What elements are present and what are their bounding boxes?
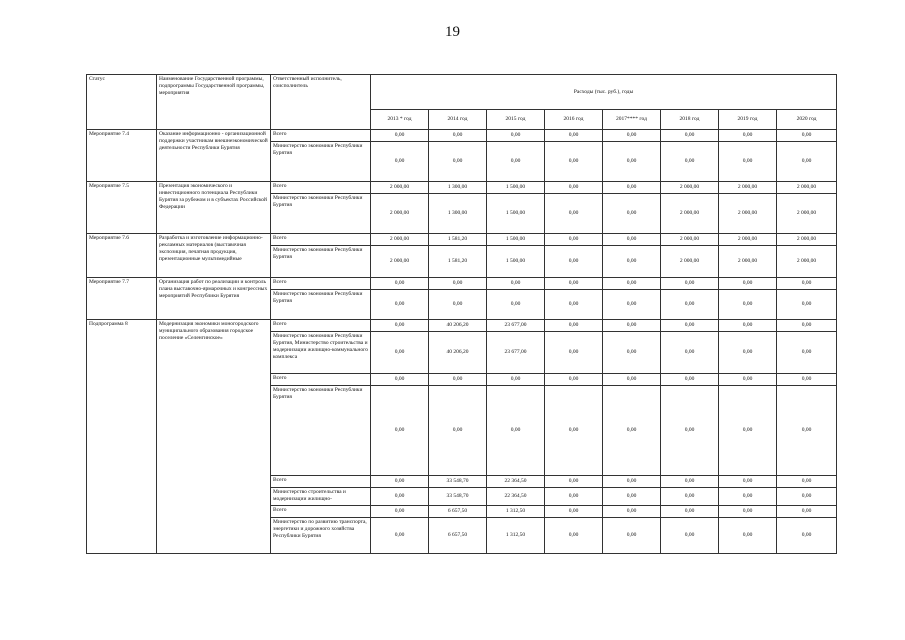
executor-cell: Всего bbox=[271, 374, 371, 386]
value-cell: 2 000,00 bbox=[777, 194, 837, 234]
value-cell: 0,00 bbox=[661, 518, 719, 554]
value-cell: 0,00 bbox=[429, 278, 487, 290]
value-cell: 0,00 bbox=[603, 246, 661, 278]
value-cell: 0,00 bbox=[719, 278, 777, 290]
value-cell: 0,00 bbox=[429, 374, 487, 386]
table-body bbox=[87, 75, 837, 554]
name-cell: Оказание информационно - организационной поддержки участникам внешнеэкономической деятельности Республики Бурятия bbox=[157, 130, 271, 182]
value-cell: 0,00 bbox=[603, 332, 661, 374]
value-cell: 0,00 bbox=[603, 386, 661, 476]
value-cell: 2 000,00 bbox=[661, 182, 719, 194]
value-cell: 2 000,00 bbox=[661, 234, 719, 246]
value-cell: 0,00 bbox=[545, 246, 603, 278]
value-cell: 0,00 bbox=[777, 476, 837, 488]
year-header: 2016 год bbox=[545, 110, 603, 130]
value-cell: 1 500,00 bbox=[487, 234, 545, 246]
value-cell: 1 500,00 bbox=[487, 194, 545, 234]
value-cell: 0,00 bbox=[661, 506, 719, 518]
value-cell: 22 364,50 bbox=[487, 476, 545, 488]
name-cell: Организация работ по реализации и контроль плана выставочно-ярмарочных и конгрессных мероприятий Республики Бурятия bbox=[157, 278, 271, 320]
value-cell: 33 548,70 bbox=[429, 476, 487, 488]
value-cell: 0,00 bbox=[371, 332, 429, 374]
value-cell: 2 000,00 bbox=[371, 234, 429, 246]
value-cell: 23 677,00 bbox=[487, 332, 545, 374]
value-cell: 0,00 bbox=[719, 290, 777, 320]
value-cell: 0,00 bbox=[487, 130, 545, 142]
year-header: 2017**** год bbox=[603, 110, 661, 130]
value-cell: 0,00 bbox=[545, 506, 603, 518]
value-cell: 0,00 bbox=[719, 130, 777, 142]
value-cell: 0,00 bbox=[661, 290, 719, 320]
value-cell: 6 657,50 bbox=[429, 518, 487, 554]
value-cell: 1 312,50 bbox=[487, 518, 545, 554]
value-cell: 0,00 bbox=[545, 320, 603, 332]
value-cell: 0,00 bbox=[545, 194, 603, 234]
year-header: 2019 год bbox=[719, 110, 777, 130]
value-cell: 0,00 bbox=[661, 130, 719, 142]
value-cell: 0,00 bbox=[545, 386, 603, 476]
value-cell: 1 500,00 bbox=[487, 246, 545, 278]
value-cell: 0,00 bbox=[661, 488, 719, 506]
value-cell: 0,00 bbox=[661, 320, 719, 332]
value-cell: 0,00 bbox=[603, 476, 661, 488]
value-cell: 0,00 bbox=[603, 182, 661, 194]
value-cell: 2 000,00 bbox=[777, 182, 837, 194]
value-cell: 0,00 bbox=[719, 488, 777, 506]
value-cell: 0,00 bbox=[603, 518, 661, 554]
executor-cell: Всего bbox=[271, 234, 371, 246]
executor-cell: Министерство строительства и модернизации жилищно- bbox=[271, 488, 371, 506]
value-cell: 0,00 bbox=[545, 278, 603, 290]
executor-cell: Всего bbox=[271, 506, 371, 518]
value-cell: 0,00 bbox=[661, 332, 719, 374]
value-cell: 0,00 bbox=[661, 386, 719, 476]
year-header: 2013 * год bbox=[371, 110, 429, 130]
table-row bbox=[87, 234, 837, 246]
value-cell: 22 364,50 bbox=[487, 488, 545, 506]
value-cell: 0,00 bbox=[429, 142, 487, 182]
value-cell: 2 000,00 bbox=[719, 194, 777, 234]
value-cell: 40 206,20 bbox=[429, 332, 487, 374]
value-cell: 0,00 bbox=[371, 320, 429, 332]
value-cell: 0,00 bbox=[545, 290, 603, 320]
value-cell: 0,00 bbox=[545, 142, 603, 182]
value-cell: 0,00 bbox=[545, 182, 603, 194]
status-cell: Мероприятие 7.7 bbox=[87, 278, 157, 320]
value-cell: 1 581,20 bbox=[429, 234, 487, 246]
name-cell: Презентация экономического и инвестиционного потенциала Республики Бурятия за рубежом и в субъектах Российской Федерации bbox=[157, 182, 271, 234]
status-cell: Подпрограмма 8 bbox=[87, 320, 157, 554]
value-cell: 0,00 bbox=[371, 290, 429, 320]
year-header: 2014 год bbox=[429, 110, 487, 130]
status-cell: Мероприятие 7.6 bbox=[87, 234, 157, 278]
value-cell: 0,00 bbox=[487, 290, 545, 320]
executor-cell: Министерство экономики Республики Бурятия bbox=[271, 142, 371, 182]
executor-cell: Всего bbox=[271, 476, 371, 488]
table-row bbox=[87, 320, 837, 332]
value-cell: 0,00 bbox=[661, 374, 719, 386]
table-row bbox=[87, 278, 837, 290]
value-cell: 0,00 bbox=[371, 142, 429, 182]
value-cell: 0,00 bbox=[777, 278, 837, 290]
executor-cell: Всего bbox=[271, 278, 371, 290]
status-cell: Мероприятие 7.5 bbox=[87, 182, 157, 234]
header-executor: Ответственный исполнитель, соисполнитель bbox=[271, 75, 371, 130]
value-cell: 0,00 bbox=[719, 386, 777, 476]
value-cell: 2 000,00 bbox=[719, 246, 777, 278]
value-cell: 2 000,00 bbox=[661, 194, 719, 234]
value-cell: 6 657,50 bbox=[429, 506, 487, 518]
value-cell: 0,00 bbox=[719, 142, 777, 182]
value-cell: 0,00 bbox=[603, 130, 661, 142]
executor-cell: Министерство экономики Республики Бурятия bbox=[271, 246, 371, 278]
executor-cell: Министерство экономики Республики Бурятия bbox=[271, 194, 371, 234]
value-cell: 0,00 bbox=[603, 506, 661, 518]
table-row bbox=[87, 130, 837, 142]
value-cell: 0,00 bbox=[719, 374, 777, 386]
value-cell: 2 000,00 bbox=[371, 246, 429, 278]
value-cell: 0,00 bbox=[661, 142, 719, 182]
name-cell: Разработка и изготовление информационно-рекламных материалов (выставочная экспозиция, печатная продукция, презентационные мультимедийные bbox=[157, 234, 271, 278]
executor-cell: Министерство по развитию транспорта, энергетики и дорожного хозяйства Республики Бурятия bbox=[271, 518, 371, 554]
value-cell: 0,00 bbox=[487, 278, 545, 290]
value-cell: 0,00 bbox=[545, 234, 603, 246]
header-row bbox=[87, 75, 837, 110]
value-cell: 1 300,00 bbox=[429, 194, 487, 234]
value-cell: 1 312,50 bbox=[487, 506, 545, 518]
value-cell: 0,00 bbox=[371, 374, 429, 386]
value-cell: 0,00 bbox=[545, 130, 603, 142]
value-cell: 0,00 bbox=[603, 278, 661, 290]
value-cell: 0,00 bbox=[371, 130, 429, 142]
value-cell: 2 000,00 bbox=[371, 194, 429, 234]
value-cell: 0,00 bbox=[603, 142, 661, 182]
value-cell: 0,00 bbox=[719, 506, 777, 518]
value-cell: 0,00 bbox=[545, 518, 603, 554]
value-cell: 0,00 bbox=[371, 506, 429, 518]
value-cell: 0,00 bbox=[661, 278, 719, 290]
value-cell: 2 000,00 bbox=[371, 182, 429, 194]
value-cell: 0,00 bbox=[777, 518, 837, 554]
value-cell: 0,00 bbox=[603, 488, 661, 506]
executor-cell: Министерство экономики Республики Бурятия bbox=[271, 386, 371, 476]
value-cell: 0,00 bbox=[371, 518, 429, 554]
value-cell: 0,00 bbox=[429, 290, 487, 320]
value-cell: 0,00 bbox=[777, 506, 837, 518]
value-cell: 1 500,00 bbox=[487, 182, 545, 194]
header-status: Статус bbox=[87, 75, 157, 130]
value-cell: 0,00 bbox=[719, 518, 777, 554]
value-cell: 0,00 bbox=[603, 374, 661, 386]
year-header: 2020 год bbox=[777, 110, 837, 130]
table-row bbox=[87, 182, 837, 194]
value-cell: 1 581,20 bbox=[429, 246, 487, 278]
value-cell: 0,00 bbox=[545, 476, 603, 488]
name-cell: Модернизация экономики моногородского муниципального образования городское поселение «Селенгинское» bbox=[157, 320, 271, 554]
executor-cell: Всего bbox=[271, 130, 371, 142]
value-cell: 0,00 bbox=[545, 488, 603, 506]
value-cell: 0,00 bbox=[429, 130, 487, 142]
year-header: 2015 год bbox=[487, 110, 545, 130]
value-cell: 33 548,70 bbox=[429, 488, 487, 506]
value-cell: 0,00 bbox=[603, 320, 661, 332]
value-cell: 0,00 bbox=[603, 234, 661, 246]
value-cell: 1 300,00 bbox=[429, 182, 487, 194]
value-cell: 2 000,00 bbox=[661, 246, 719, 278]
page-number: 19 bbox=[445, 24, 460, 40]
value-cell: 0,00 bbox=[487, 374, 545, 386]
executor-cell: Всего bbox=[271, 320, 371, 332]
value-cell: 0,00 bbox=[719, 320, 777, 332]
value-cell: 0,00 bbox=[777, 320, 837, 332]
value-cell: 40 206,20 bbox=[429, 320, 487, 332]
value-cell: 0,00 bbox=[545, 374, 603, 386]
value-cell: 0,00 bbox=[603, 194, 661, 234]
value-cell: 0,00 bbox=[777, 374, 837, 386]
value-cell: 0,00 bbox=[603, 290, 661, 320]
value-cell: 0,00 bbox=[545, 332, 603, 374]
value-cell: 0,00 bbox=[371, 278, 429, 290]
value-cell: 0,00 bbox=[777, 142, 837, 182]
value-cell: 0,00 bbox=[777, 488, 837, 506]
value-cell: 0,00 bbox=[719, 332, 777, 374]
header-expenses: Расходы (тыс. руб.), годы bbox=[371, 75, 837, 110]
value-cell: 0,00 bbox=[777, 130, 837, 142]
value-cell: 0,00 bbox=[487, 142, 545, 182]
executor-cell: Министерство экономики Республики Бурятия bbox=[271, 290, 371, 320]
value-cell: 0,00 bbox=[371, 386, 429, 476]
value-cell: 2 000,00 bbox=[719, 182, 777, 194]
value-cell: 2 000,00 bbox=[777, 246, 837, 278]
value-cell: 2 000,00 bbox=[777, 234, 837, 246]
value-cell: 0,00 bbox=[429, 386, 487, 476]
status-cell: Мероприятие 7.4 bbox=[87, 130, 157, 182]
executor-cell: Всего bbox=[271, 182, 371, 194]
executor-cell: Министерство экономики Республики Бурятия, Министерство строительства и модернизации жилищно-коммунального комплекса bbox=[271, 332, 371, 374]
value-cell: 0,00 bbox=[661, 476, 719, 488]
value-cell: 0,00 bbox=[777, 290, 837, 320]
value-cell: 0,00 bbox=[371, 476, 429, 488]
value-cell: 0,00 bbox=[777, 332, 837, 374]
year-header: 2018 год bbox=[661, 110, 719, 130]
value-cell: 2 000,00 bbox=[719, 234, 777, 246]
value-cell: 0,00 bbox=[777, 386, 837, 476]
value-cell: 0,00 bbox=[487, 386, 545, 476]
budget-table bbox=[86, 74, 837, 554]
header-name: Наименование Государственной программы, подпрограммы Государственной программы, мероприятия bbox=[157, 75, 271, 130]
value-cell: 23 677,00 bbox=[487, 320, 545, 332]
value-cell: 0,00 bbox=[719, 476, 777, 488]
value-cell: 0,00 bbox=[371, 488, 429, 506]
